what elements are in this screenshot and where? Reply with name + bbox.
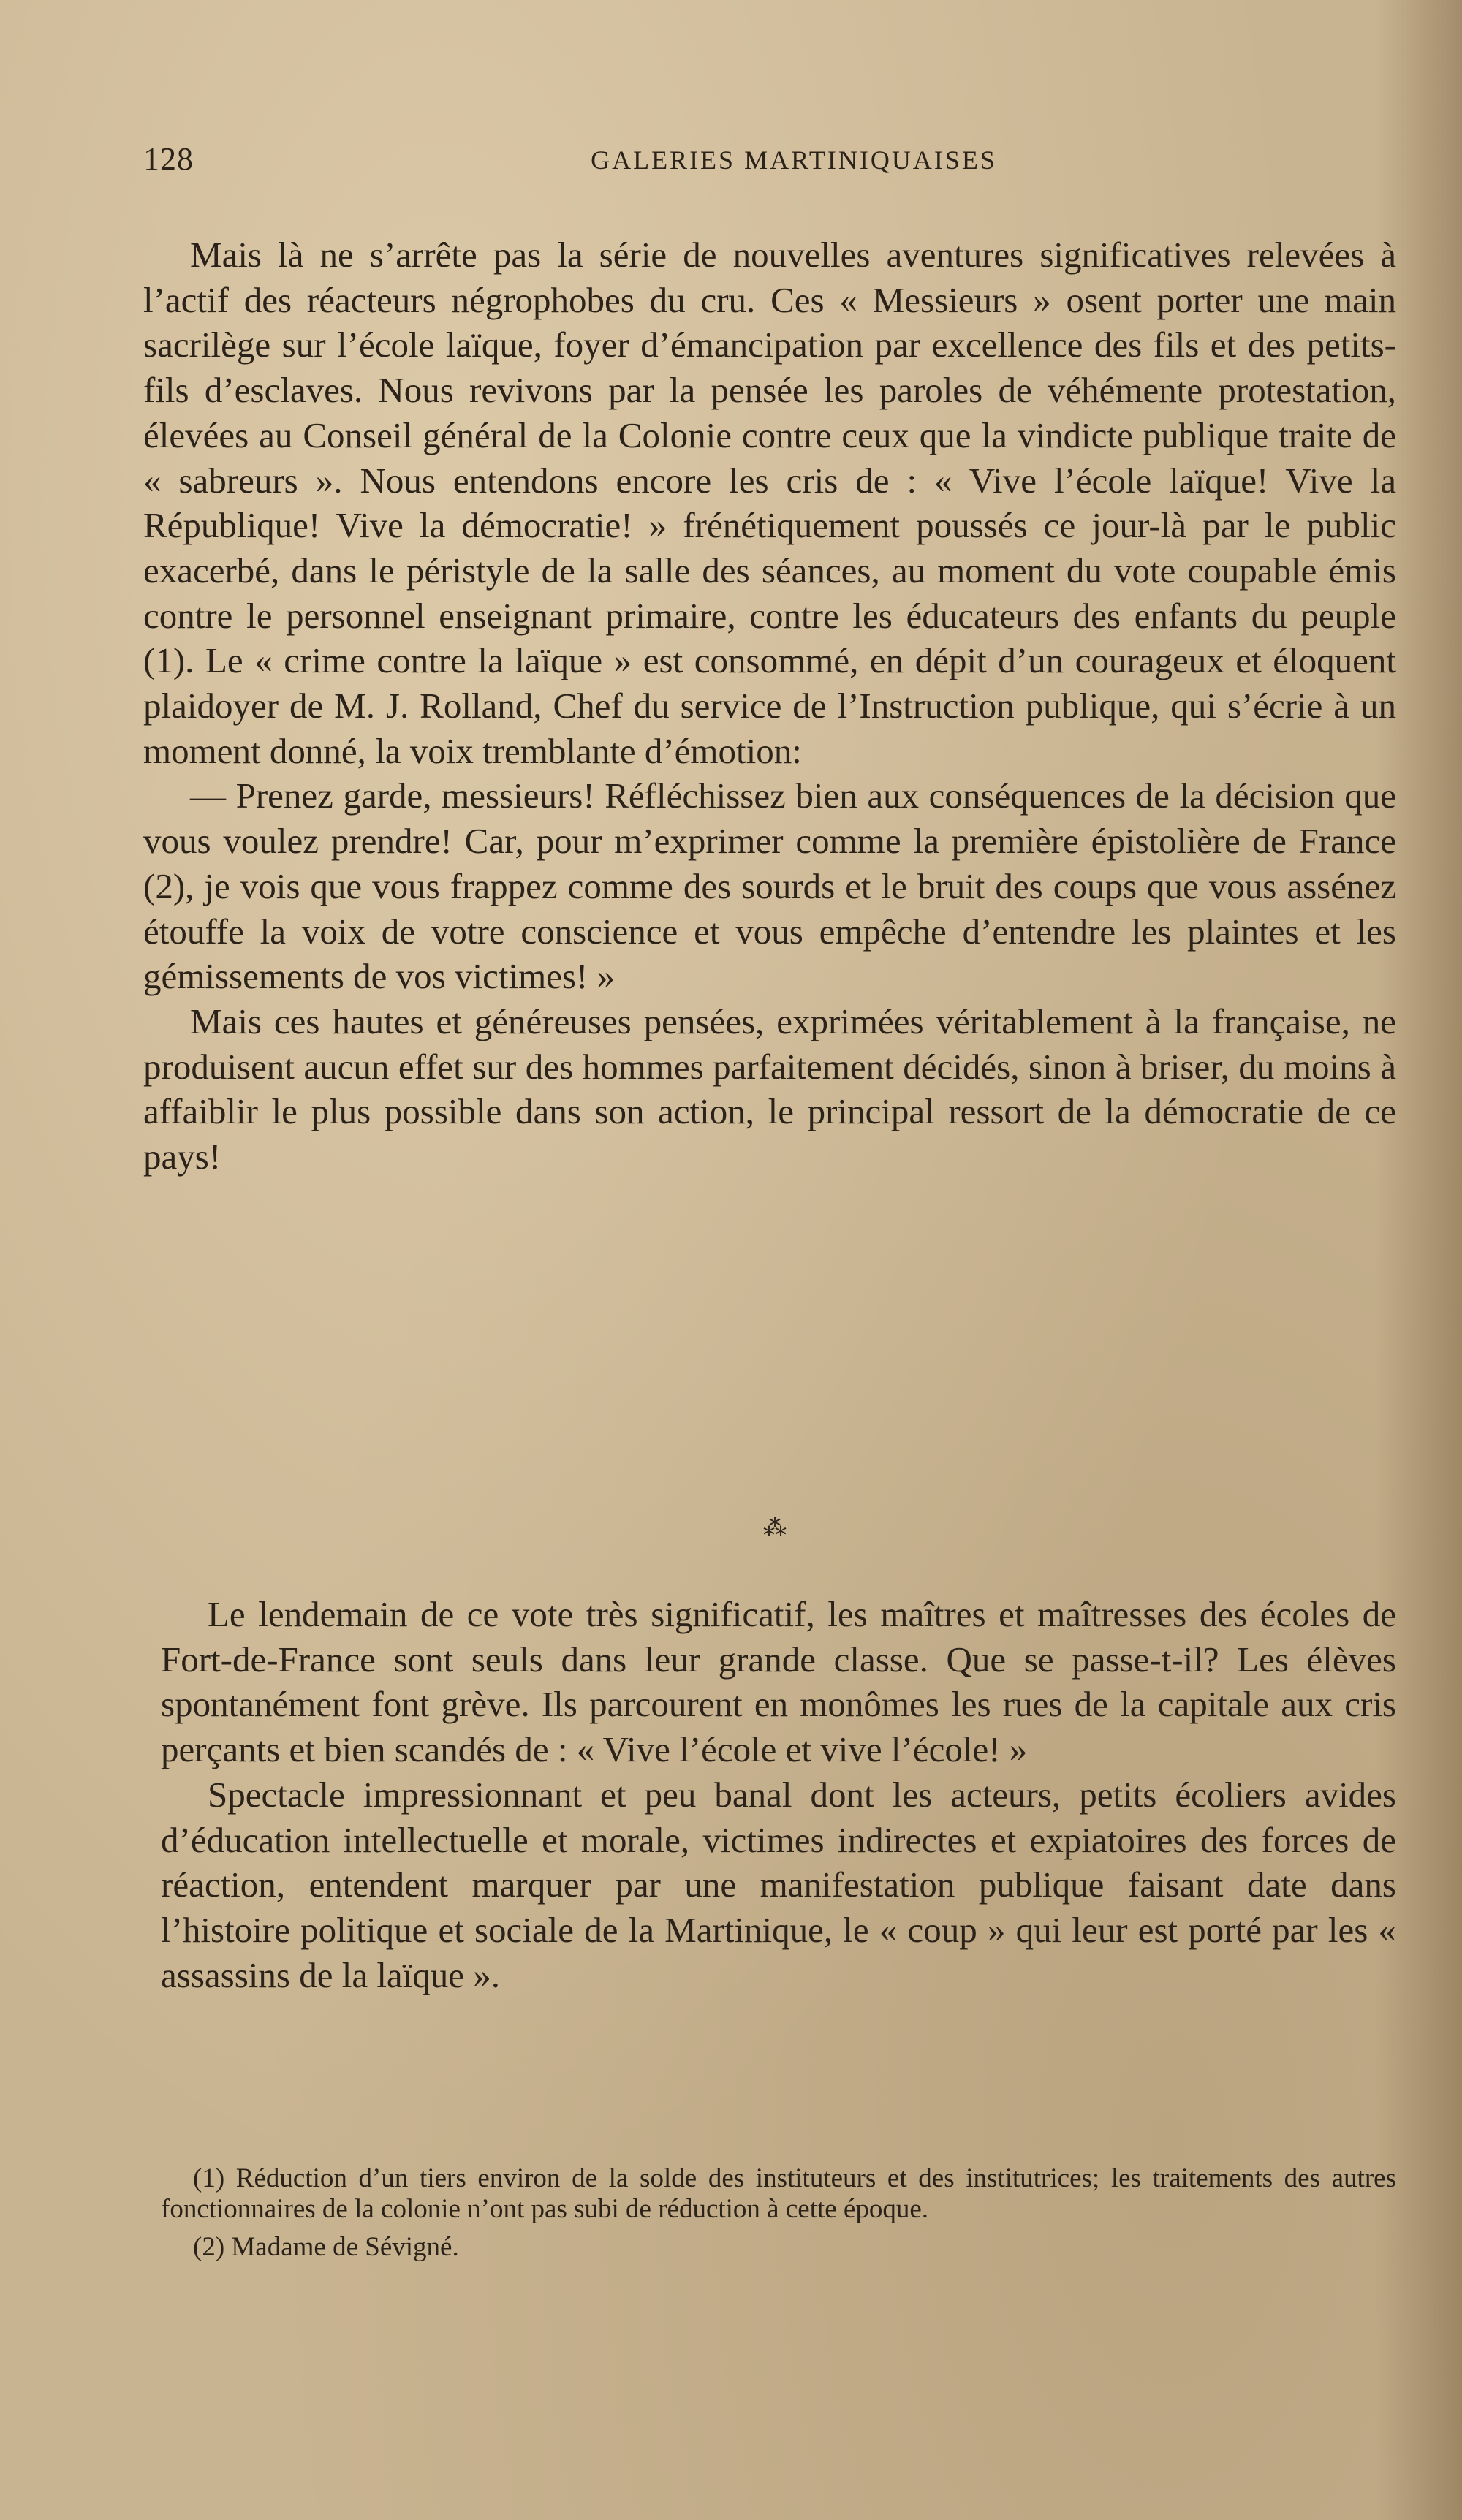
page-header (143, 140, 1401, 184)
body-text (143, 232, 1396, 1180)
footnotes (161, 2163, 1396, 2270)
footnote: (1) Réduction d’un tiers environ de la solde des instituteurs et des institutrices; les traitements des autres fonctionnaires de la colonie n’ont pas subi de réduction à cette époque. (161, 2163, 1396, 2224)
paragraph: Mais là ne s’arrête pas la série de nouvelles aventures significatives relevées à l’actif des réacteurs négrophobes du cru. Ces « Messieurs » osent porter une main sacrilège sur l’école laïque, foyer d’émancipation par excellence des fils et des petits-fils d’esclaves. Nous revivons par la pensée les paroles de véhémente protestation, élevées au Conseil général de la Colonie contre ceux que la vindicte publique traite de « sabreurs ». Nous entendons encore les cris de : « Vive l’école laïque! Vive la République! Vive la démocratie! » frénétiquement poussés ce jour-là par le public exacerbé, dans le péristyle de la salle des séances, au moment du vote coupable émis contre le personnel enseignant primaire, contre les éducateurs des enfants du peuple (1). Le « crime contre la laïque » est consommé, en dépit d’un courageux et éloquent plaidoyer de M. J. Rolland, Chef du service de l’Instruction publique, qui s’écrie à un moment donné, la voix tremblante d’émotion: (143, 235, 1396, 771)
paragraph: — Prenez garde, messieurs! Réfléchissez bien aux conséquences de la décision que vous voulez prendre! Car, pour m’exprimer comme la première épistolière de France (2), je vois que vous frappez comme des sourds et le bruit des coups que vous assénez étouffe la voix de votre conscience et vous empêche d’entendre les plaintes et les gémissements de vos victimes! » (143, 775, 1396, 997)
page-number: 128 (143, 141, 194, 177)
paragraph: Le lendemain de ce vote très significatif, les maîtres et maîtresses des écoles de Fort-de-France sont seuls dans leur grande classe. Que se passe-t-il? Les élèves spontanément font grève. Ils parcourent en monômes les rues de la capitale aux cris perçants et bien scandés de : « Vive l’école et vive l’école! » (161, 1594, 1396, 1770)
footnote: (2) Madame de Sévigné. (193, 2232, 459, 2262)
section-ornament: ⁂ (763, 1514, 787, 1541)
running-head: GALERIES MARTINIQUAISES (591, 145, 997, 175)
body-text-second-section (161, 1592, 1396, 1997)
paragraph: Mais ces hautes et généreuses pensées, exprimées véritablement à la française, ne produisent aucun effet sur des hommes parfaitement décidés, sinon à briser, du moins à affaiblir le plus possible dans son action, le principal ressort de la démocratie de ce pays! (143, 1001, 1396, 1177)
paragraph: Spectacle impressionnant et peu banal dont les acteurs, petits écoliers avides d’éducation intellectuelle et morale, victimes indirectes et expiatoires des forces de réaction, entendent marquer par une manifestation publique faisant date dans l’histoire politique et sociale de la Martinique, le « coup » qui leur est porté par les « assassins de la laïque ». (161, 1774, 1396, 1995)
